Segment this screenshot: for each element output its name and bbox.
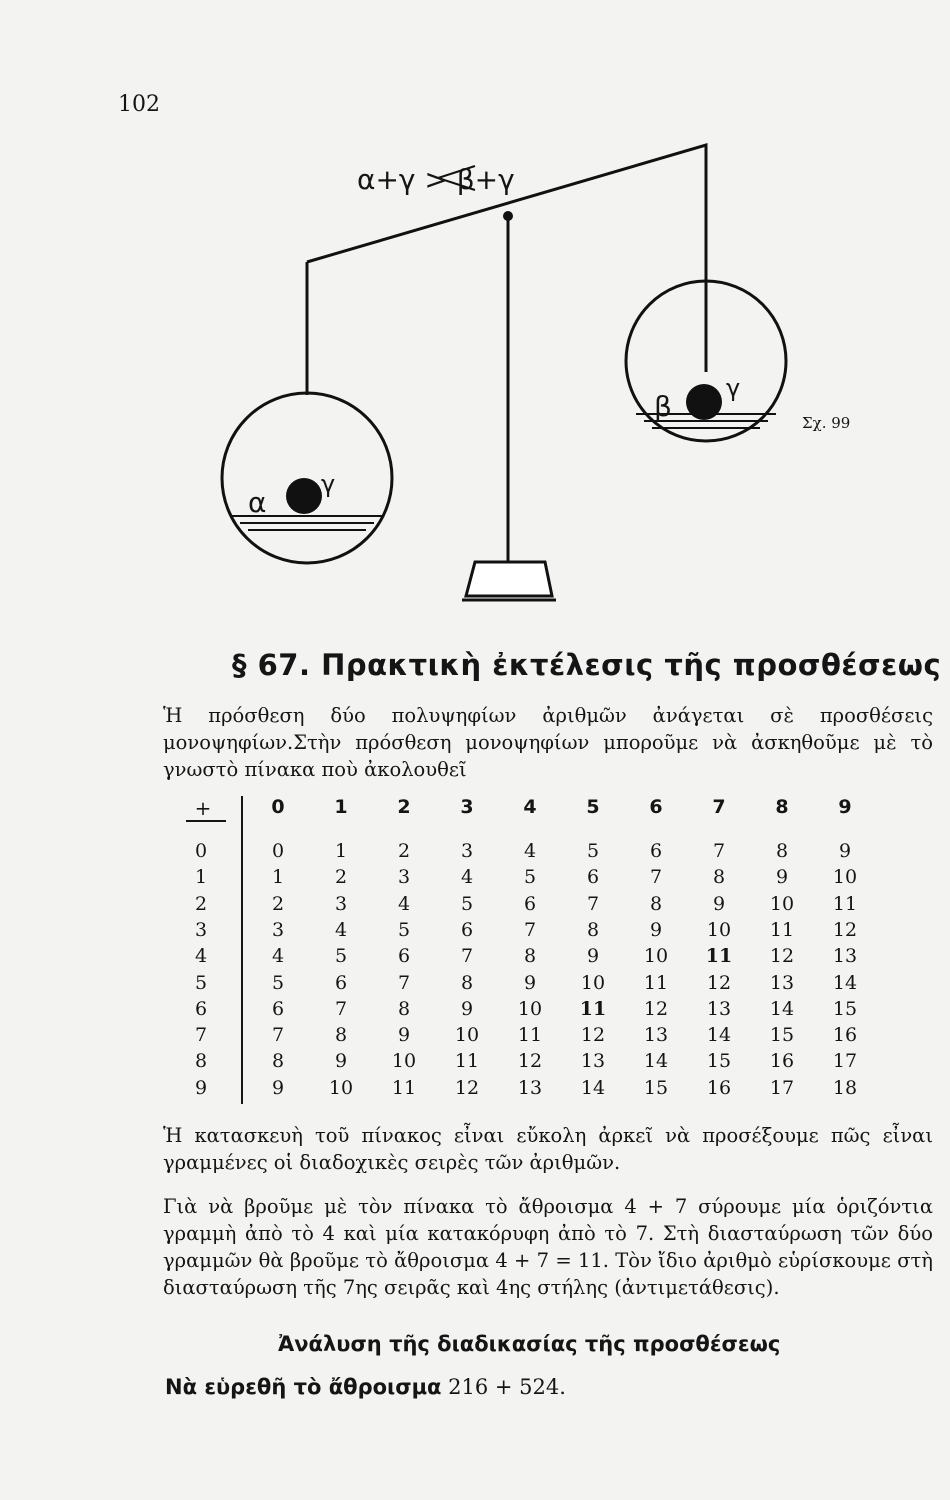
table-cell: 2 [397, 840, 411, 862]
table-cell: 12 [769, 945, 795, 968]
table-cell: 8 [397, 997, 411, 1020]
table-row [166, 840, 866, 866]
table-cell: 7 [649, 866, 663, 889]
table-cell: 7 [712, 840, 726, 862]
table-header-cell: 3 [460, 796, 474, 818]
table-cell: 10 [454, 1024, 480, 1047]
paragraph-construction: Ἡ κατασκευὴ τοῦ πίνακος εἶναι εὔκολη ἀρκεῖ νὰ προσέξουμε πῶς εἶναι γραμμένες οἱ διαδοχικὲς σειρὲς τῶν ἀριθμῶν. [163, 1124, 933, 1174]
table-header-cell: 9 [838, 796, 852, 818]
table-cell: 9 [838, 840, 852, 862]
table-cell: 2 [334, 866, 348, 889]
table-cell: 16 [832, 1024, 858, 1047]
table-cell: 13 [769, 971, 795, 994]
table-row [166, 1077, 866, 1103]
table-cell: 8 [649, 892, 663, 915]
exercise-label: Νὰ εὑρεθῆ τὸ ἄθροισμα [165, 1375, 442, 1399]
table-cell: 6 [460, 918, 474, 941]
table-header-cell: 5 [586, 796, 600, 818]
table-cell: 8 [712, 866, 726, 889]
table-cell: 11 [705, 945, 733, 968]
table-cell: 9 [460, 997, 474, 1020]
table-cell: 10 [580, 971, 606, 994]
table-cell: 10 [769, 892, 795, 915]
table-cell: 12 [580, 1024, 606, 1047]
table-cell: 9 [586, 945, 600, 968]
table-header-cell: 7 [712, 796, 726, 818]
scale-base [466, 562, 552, 596]
table-cell: 1 [271, 866, 285, 889]
table-cell: 14 [580, 1076, 606, 1099]
table-cell: 3 [460, 840, 474, 862]
table-row [166, 1024, 866, 1050]
exercise-expression: 216 + 524. [448, 1375, 566, 1399]
row-label: 8 [194, 1050, 208, 1073]
row-label: 7 [194, 1024, 208, 1047]
table-cell: 0 [271, 840, 285, 862]
table-header-cell: 6 [649, 796, 663, 818]
right-label-gamma: γ [726, 374, 741, 402]
table-cell: 13 [706, 997, 732, 1020]
table-row [166, 945, 866, 971]
table-row [166, 1050, 866, 1076]
table-cell: 10 [643, 945, 669, 968]
table-cell: 6 [523, 892, 537, 915]
table-cell: 8 [775, 840, 789, 862]
right-ball [686, 384, 722, 420]
table-cell: 11 [832, 892, 858, 915]
table-header-cell: 4 [523, 796, 537, 818]
table-cell: 16 [769, 1050, 795, 1073]
table-cell: 9 [397, 1024, 411, 1047]
table-header-cell: 1 [334, 796, 348, 818]
table-cell: 6 [586, 866, 600, 889]
table-cell: 5 [523, 866, 537, 889]
handwritten-inequality: α+γ > β+γ [357, 163, 515, 196]
table-row [166, 866, 866, 892]
table-row [166, 893, 866, 919]
table-cell: 14 [643, 1050, 669, 1073]
row-label: 3 [194, 918, 208, 941]
table-cell: 4 [523, 840, 537, 862]
table-cell: 16 [706, 1076, 732, 1099]
table-cell: 5 [460, 892, 474, 915]
row-label: 0 [194, 840, 208, 862]
table-cell: 5 [586, 840, 600, 862]
table-cell: 13 [517, 1076, 543, 1099]
table-cell: 1 [334, 840, 348, 862]
table-cell: 12 [706, 971, 732, 994]
section-title: § 67. Πρακτικὴ ἐκτέλεσις τῆς προσθέσεως [232, 648, 942, 682]
table-cell: 2 [271, 892, 285, 915]
table-cell: 5 [334, 945, 348, 968]
table-header-cell: 2 [397, 796, 411, 818]
table-cell: 8 [460, 971, 474, 994]
table-header-cell: 0 [271, 796, 285, 818]
table-row [166, 998, 866, 1024]
table-cell: 7 [397, 971, 411, 994]
table-cell: 3 [271, 918, 285, 941]
table-cell: 6 [649, 840, 663, 862]
table-cell: 3 [334, 892, 348, 915]
paragraph-example: Γιὰ νὰ βροῦμε μὲ τὸν πίνακα τὸ ἄθροισμα 4 + 7 σύρουμε μία ὁριζόντια γραμμὴ ἀπὸ τὸ 4 καὶ μία κατακόρυφη ἀπὸ τὸ 7. Στὴ διασταύρωση τῶν δύο γραμμῶν θὰ βροῦμε τὸ ἄθροισμα 4 + 7 = 11. Τὸν ἴδιο ἀριθμὸ εὑρίσκουμε στὴ διασταύρωση τῆς 7ης σειρᾶς καὶ 4ης στήλης (ἀντιμετάθεσις). [163, 1195, 933, 1299]
table-cell: 9 [649, 918, 663, 941]
operator-sign: + [194, 796, 212, 820]
table-cell: 11 [454, 1050, 480, 1073]
intro-paragraph: Ἡ πρόσθεση δύο πολυψηφίων ἀριθμῶν ἀνάγεται σὲ προσθέσεις μονοψηφίων.Στὴν πρόσθεση μονοψηφίων μποροῦμε νὰ ἀσκηθοῦμε μὲ τὸ γνωστὸ πίνακα ποὺ ἀκολουθεῖ [163, 704, 933, 781]
table-cell: 5 [397, 918, 411, 941]
row-label: 2 [194, 892, 208, 915]
left-label-gamma: γ [321, 470, 336, 498]
table-cell: 9 [271, 1076, 285, 1099]
table-cell: 8 [271, 1050, 285, 1073]
table-cell: 10 [391, 1050, 417, 1073]
table-cell: 8 [334, 1024, 348, 1047]
table-cell: 9 [523, 971, 537, 994]
table-cell: 15 [769, 1024, 795, 1047]
table-row [166, 919, 866, 945]
table-cell: 17 [769, 1076, 795, 1099]
table-cell: 13 [832, 945, 858, 968]
table-cell: 3 [397, 866, 411, 889]
table-header-cell: 8 [775, 796, 789, 818]
table-cell: 4 [397, 892, 411, 915]
table-cell: 6 [334, 971, 348, 994]
table-header-row [166, 796, 866, 822]
table-cell: 4 [460, 866, 474, 889]
table-cell: 11 [769, 918, 795, 941]
table-cell: 18 [832, 1076, 858, 1099]
table-cell: 8 [523, 945, 537, 968]
table-cell: 9 [775, 866, 789, 889]
table-cell: 12 [454, 1076, 480, 1099]
table-cell: 11 [391, 1076, 417, 1099]
table-cell: 17 [832, 1050, 858, 1073]
table-cell: 14 [769, 997, 795, 1020]
table-cell: 12 [643, 997, 669, 1020]
left-label-alpha: α [248, 486, 267, 519]
analysis-heading: Ἀνάλυση τῆς διαδικασίας τῆς προσθέσεως [278, 1332, 781, 1356]
table-cell: 4 [271, 945, 285, 968]
table-cell: 10 [517, 997, 543, 1020]
row-label: 1 [194, 866, 208, 889]
row-label: 4 [194, 945, 208, 968]
balance-scale-figure [0, 0, 950, 640]
row-label: 5 [194, 971, 208, 994]
table-cell: 5 [271, 971, 285, 994]
left-ball [286, 478, 322, 514]
table-cell: 14 [706, 1024, 732, 1047]
table-cell: 12 [517, 1050, 543, 1073]
exercise [165, 1375, 566, 1399]
table-cell: 11 [643, 971, 669, 994]
addition-table [166, 796, 866, 1104]
right-label-beta: β [654, 390, 672, 423]
table-cell: 13 [580, 1050, 606, 1073]
table-cell: 15 [706, 1050, 732, 1073]
table-cell: 15 [832, 997, 858, 1020]
table-cell: 8 [586, 918, 600, 941]
table-cell: 9 [334, 1050, 348, 1073]
row-label: 9 [194, 1076, 208, 1099]
table-cell: 12 [832, 918, 858, 941]
left-pan-circle [222, 393, 392, 563]
table-cell: 7 [460, 945, 474, 968]
table-cell: 11 [579, 997, 607, 1020]
page-number: 102 [118, 92, 160, 117]
table-cell: 11 [517, 1024, 543, 1047]
table-cell: 10 [328, 1076, 354, 1099]
table-cell: 10 [832, 866, 858, 889]
table-cell: 13 [643, 1024, 669, 1047]
table-cell: 4 [334, 918, 348, 941]
table-cell: 9 [712, 892, 726, 915]
table-cell: 6 [397, 945, 411, 968]
table-cell: 7 [334, 997, 348, 1020]
table-cell: 10 [706, 918, 732, 941]
table-cell: 6 [271, 997, 285, 1020]
table-cell: 7 [586, 892, 600, 915]
table-row [166, 972, 866, 998]
table-cell: 14 [832, 971, 858, 994]
table-cell: 7 [523, 918, 537, 941]
row-label: 6 [194, 997, 208, 1020]
table-cell: 7 [271, 1024, 285, 1047]
figure-caption: Σχ. 99 [802, 414, 851, 432]
table-cell: 15 [643, 1076, 669, 1099]
